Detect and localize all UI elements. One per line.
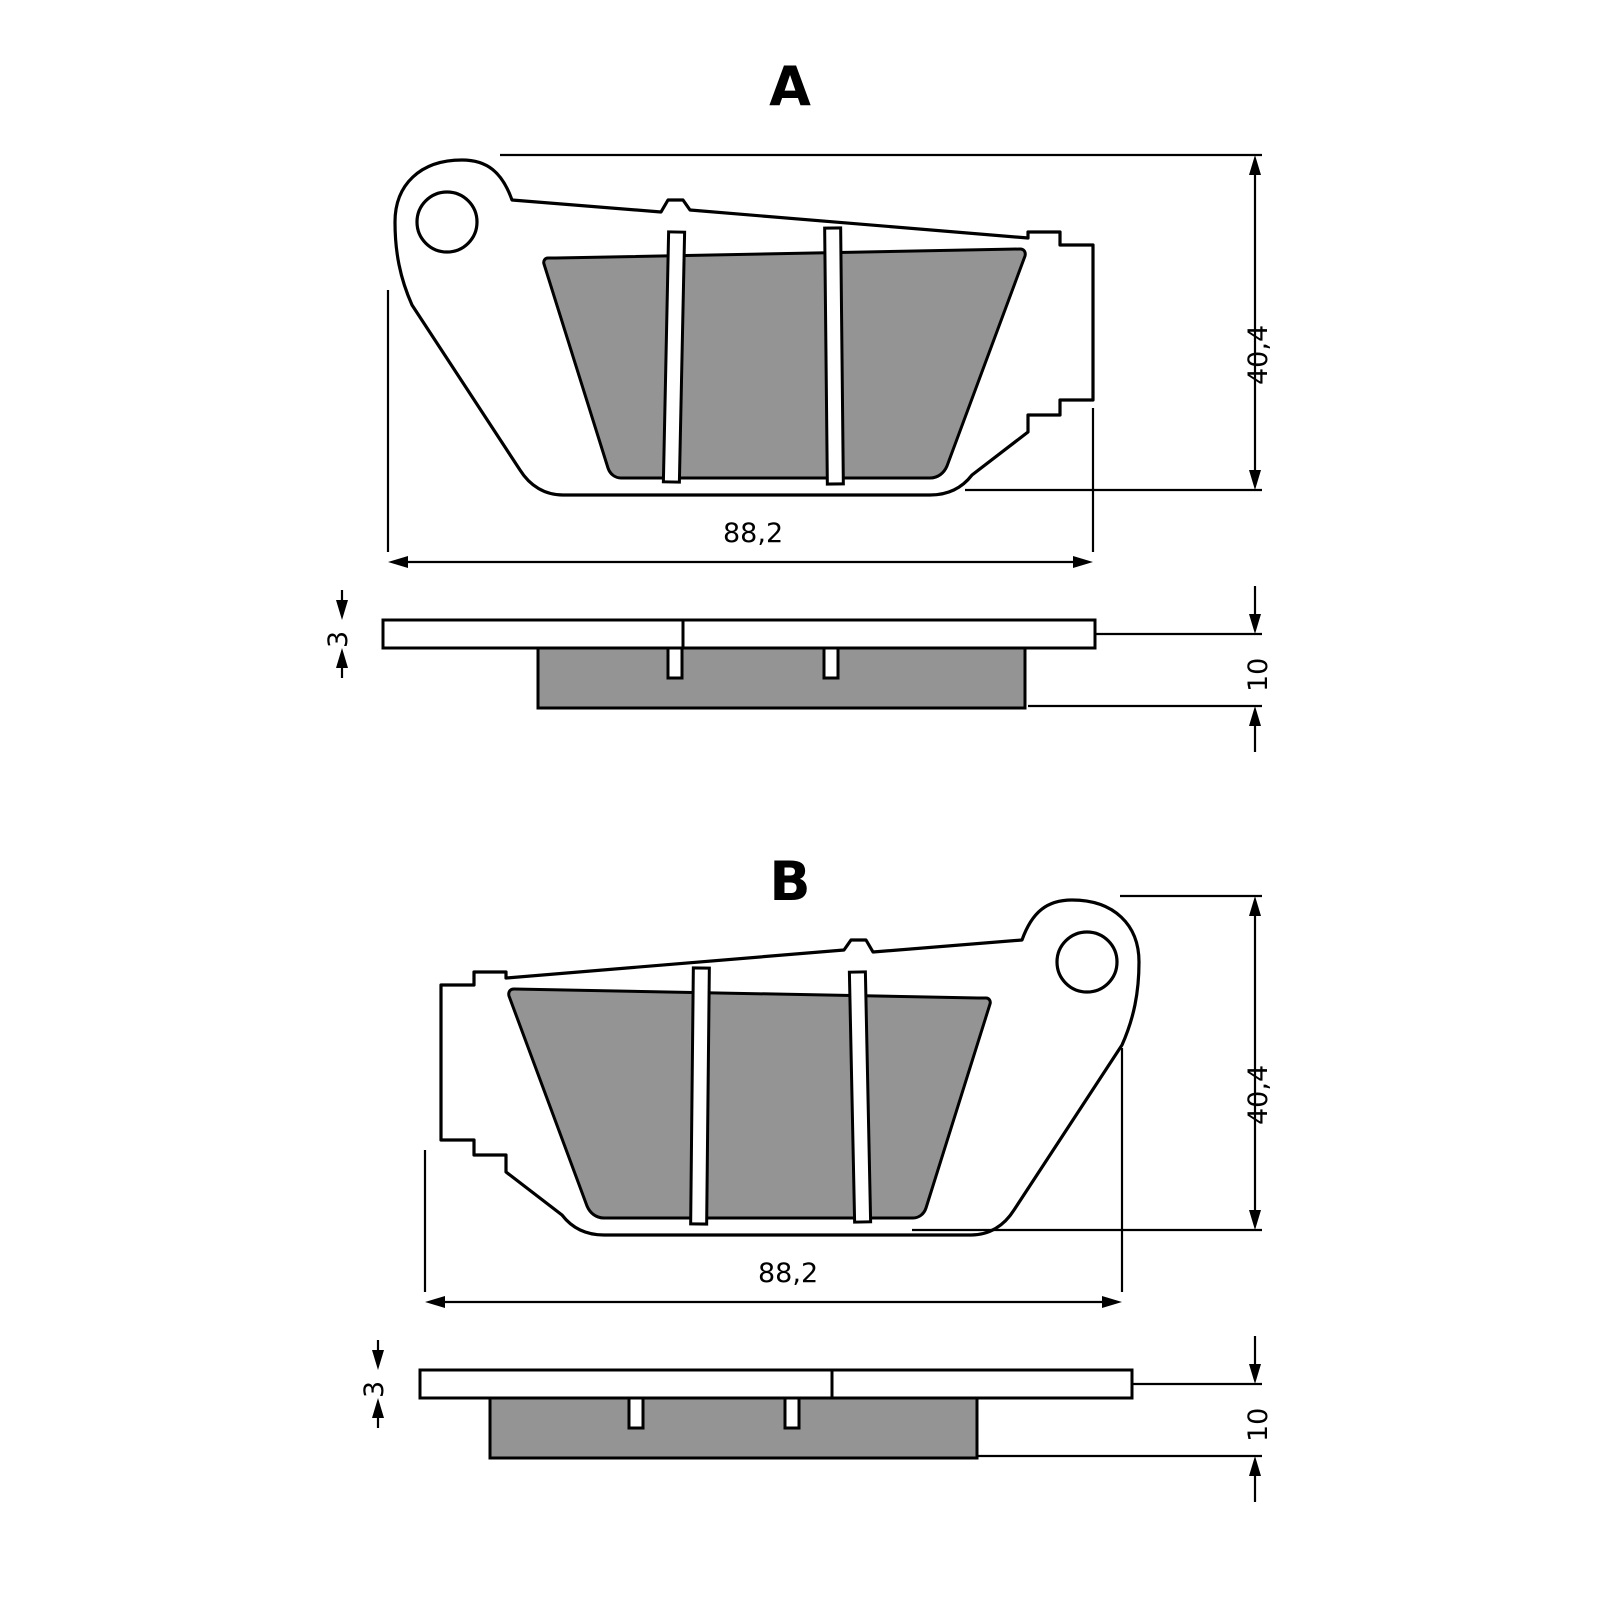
dim-b-t3-arrow-top <box>372 1350 384 1370</box>
pad-b-backing-plate <box>420 1370 1132 1398</box>
dim-a-width-label: 88,2 <box>723 518 784 549</box>
panel-a-letter: A <box>769 55 811 118</box>
pad-b-groove-2 <box>691 968 710 1224</box>
dim-b-height-label: 40,4 <box>1243 1064 1274 1125</box>
dim-a-height-arrow-bottom <box>1249 470 1261 490</box>
dim-b-thickness10-label: 10 <box>1243 1407 1274 1442</box>
pad-a-side-friction <box>538 648 1025 708</box>
dim-a-thickness10-label: 10 <box>1243 657 1274 692</box>
dim-b-width-arrow-left <box>425 1296 445 1308</box>
pad-b-groove-1 <box>849 972 870 1222</box>
pad-a-side-groove-2 <box>824 648 838 678</box>
pad-b-mount-hole <box>1057 932 1117 992</box>
dim-b-height-arrow-top <box>1249 896 1261 916</box>
dim-b-t10-arrow-top <box>1249 1364 1261 1384</box>
pad-a-friction-material <box>544 249 1026 478</box>
dim-a-width-arrow-left <box>388 556 408 568</box>
pad-b-friction-material <box>509 989 991 1218</box>
dim-a-thickness3-label: 3 <box>323 630 354 648</box>
pad-a-groove-2 <box>825 228 844 484</box>
dim-a-width-arrow-right <box>1073 556 1093 568</box>
dim-b-width-arrow-right <box>1102 1296 1122 1308</box>
dim-b-thickness3-label: 3 <box>359 1380 390 1398</box>
pad-a-side-view <box>383 620 1095 708</box>
dim-b-t3-arrow-bottom <box>372 1398 384 1418</box>
pad-b-side-view <box>420 1370 1132 1458</box>
dim-b-width-label: 88,2 <box>758 1258 819 1289</box>
pad-b-side-groove-2 <box>785 1398 799 1428</box>
dim-a-height-label: 40,4 <box>1243 324 1274 385</box>
panel-b <box>0 800 1600 1600</box>
panel-b-letter: B <box>769 850 811 913</box>
pad-a-groove-1 <box>663 232 684 482</box>
pad-b-front-view <box>441 900 1139 1235</box>
dim-a-t10-arrow-top <box>1249 614 1261 634</box>
panel-b-drawing <box>0 800 1600 1600</box>
dim-a-t3-arrow-top <box>336 600 348 620</box>
pad-a-front-view <box>395 160 1093 495</box>
pad-a-side-groove-1 <box>668 648 682 678</box>
dim-a-t3-arrow-bottom <box>336 648 348 668</box>
dim-a-t10-arrow-bottom <box>1249 706 1261 726</box>
dim-b-height-arrow-bottom <box>1249 1210 1261 1230</box>
pad-b-side-friction <box>490 1398 977 1458</box>
dim-b-t10-arrow-bottom <box>1249 1456 1261 1476</box>
pad-a-backing-plate <box>383 620 1095 648</box>
pad-a-mount-hole <box>417 192 477 252</box>
pad-b-side-groove-1 <box>629 1398 643 1428</box>
dim-a-height-arrow-top <box>1249 155 1261 175</box>
